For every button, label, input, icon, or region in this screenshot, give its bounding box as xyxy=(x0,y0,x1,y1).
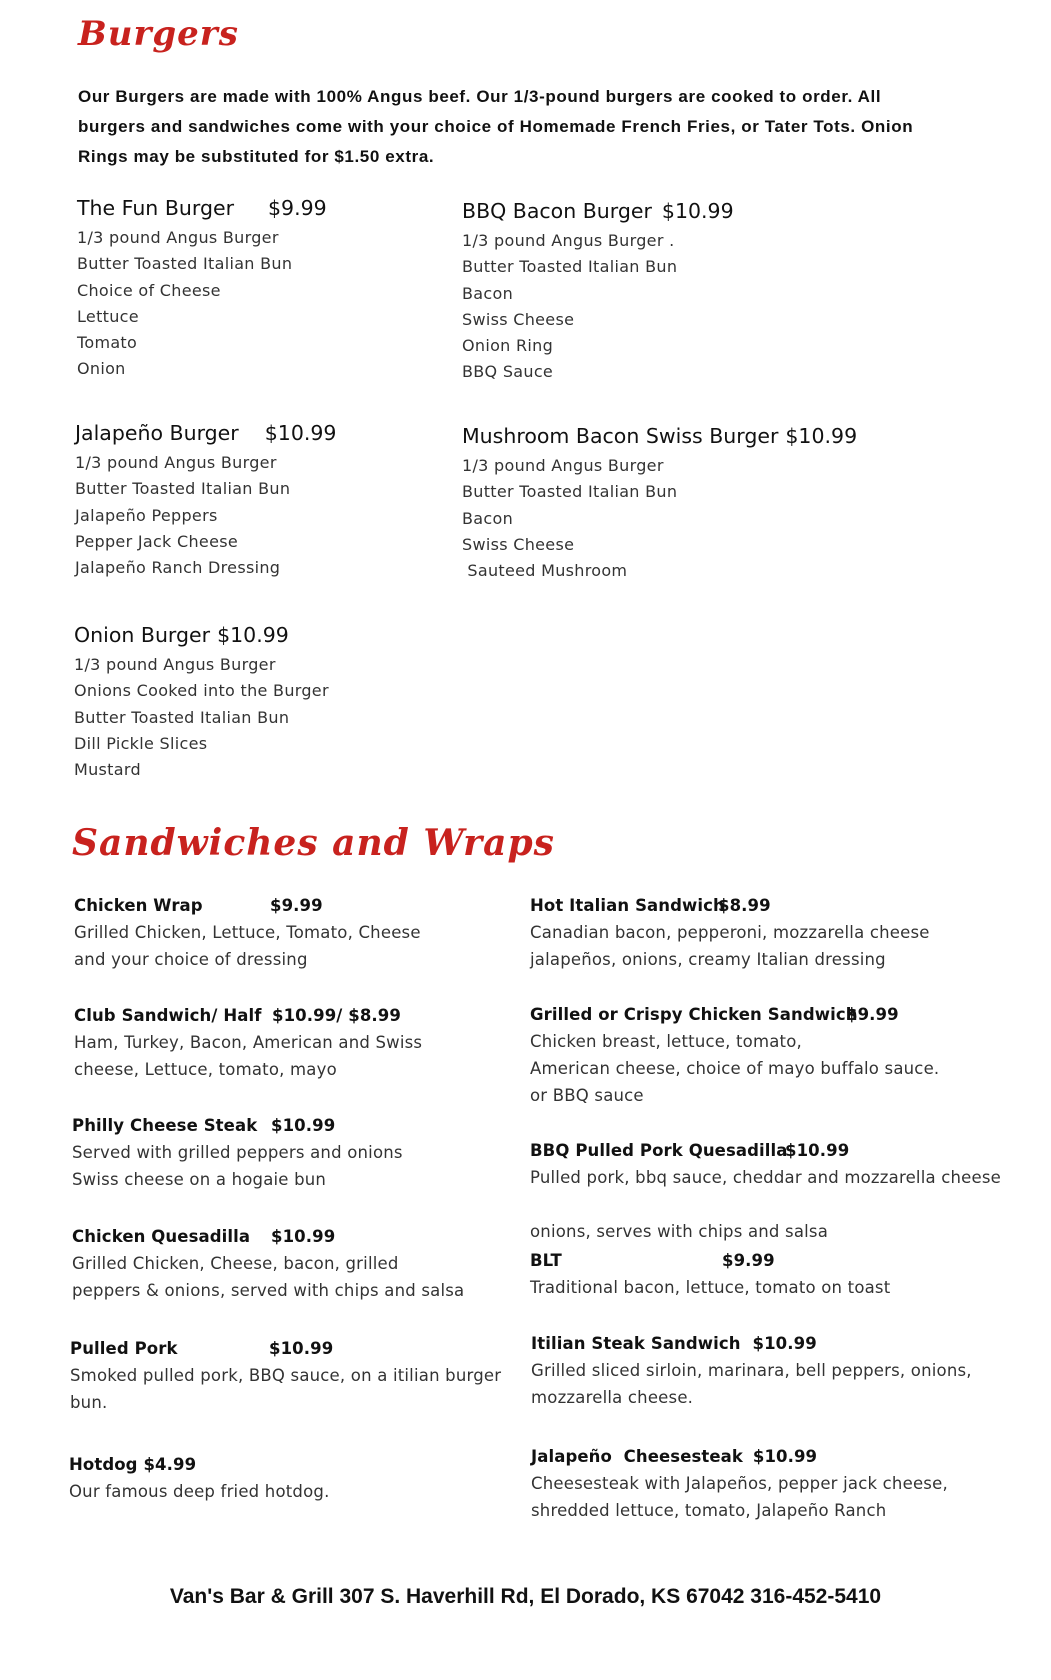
item-price: $10.99/ $8.99 xyxy=(272,1006,401,1025)
sandwiches-heading: Sandwiches and Wraps xyxy=(72,822,555,864)
burgers-heading: Burgers xyxy=(78,14,239,54)
item-name: BBQ Pulled Pork Quesadilla xyxy=(530,1141,788,1160)
item-price: $9.99 xyxy=(270,896,323,915)
item-ingredient: 1/3 pound Angus Burger xyxy=(77,228,279,247)
item-name: Hotdog xyxy=(69,1455,138,1474)
item-ingredient: Onion Ring xyxy=(462,336,554,356)
item-description xyxy=(530,1191,1001,1218)
item-description: peppers & onions, served with chips and salsa xyxy=(72,1281,465,1300)
item-description: Grilled sliced sirloin, marinara, bell peppers, onions, xyxy=(531,1361,972,1380)
item-description: and your choice of dressing xyxy=(74,950,308,969)
item-name: Grilled or Crispy Chicken Sandwich xyxy=(530,1005,858,1024)
item-ingredient: Choice of Cheese xyxy=(77,280,221,300)
item-description: onions, serves with chips and salsa xyxy=(530,1222,829,1241)
item-price: $10.99 xyxy=(661,199,734,223)
item-description: Served with grilled peppers and onions xyxy=(72,1143,403,1162)
menu-item-onion-burger xyxy=(74,620,329,783)
item-name: Chicken Quesadilla xyxy=(72,1227,251,1246)
item-ingredient: Tomato xyxy=(77,333,138,353)
item-ingredient: Lettuce xyxy=(77,306,139,326)
item-price: $9.99 xyxy=(846,1005,899,1024)
menu-item-grilled-crispy-chicken-sandwich xyxy=(530,1002,939,1109)
item-description: Grilled Chicken, Cheese, bacon, grilled xyxy=(72,1254,399,1273)
item-price: $10.99 xyxy=(752,1334,817,1353)
item-description: Pulled pork, bbq sauce, cheddar and mozzarella cheese xyxy=(530,1168,1002,1187)
item-ingredient: Butter Toasted Italian Bun xyxy=(77,254,293,274)
menu-item-hotdog xyxy=(69,1452,330,1505)
item-ingredient: Bacon xyxy=(462,508,514,528)
menu-item-itilian-steak-sandwich xyxy=(531,1331,972,1411)
item-ingredient: 1/3 pound Angus Burger xyxy=(462,456,664,475)
item-description: shredded lettuce, tomato, Jalapeño Ranch xyxy=(531,1501,887,1520)
item-description: Our famous deep fried hotdog. xyxy=(69,1482,330,1501)
item-name: Hot Italian Sandwich xyxy=(530,896,725,915)
item-description: Traditional bacon, lettuce, tomato on toast xyxy=(530,1278,891,1297)
item-price: $10.99 xyxy=(785,424,858,448)
item-description: Swiss cheese on a hogaie bun xyxy=(72,1170,327,1189)
menu-item-hot-italian-sandwich xyxy=(530,893,930,973)
menu-item-chicken-quesadilla xyxy=(72,1224,464,1304)
item-ingredient: Sauteed Mushroom xyxy=(462,561,628,581)
item-price: $10.99 xyxy=(217,623,289,647)
item-ingredient: Swiss Cheese xyxy=(462,534,575,554)
item-ingredient: Onion xyxy=(77,359,126,379)
item-description: Chicken breast, lettuce, tomato, xyxy=(530,1032,802,1051)
item-name: Chicken Wrap xyxy=(74,896,203,915)
item-description: Ham, Turkey, Bacon, American and Swiss xyxy=(74,1033,423,1052)
item-name: The Fun Burger xyxy=(77,196,234,220)
menu-item-bbq-bacon-burger xyxy=(462,196,734,386)
item-description: Canadian bacon, pepperoni, mozzarella cheese xyxy=(530,923,930,942)
menu-item-jalapeno-cheesesteak xyxy=(531,1444,948,1524)
item-name: BLT xyxy=(530,1251,562,1270)
item-name: Itilian Steak Sandwich xyxy=(531,1334,741,1353)
item-description: Smoked pulled pork, BBQ sauce, on a itilian burger xyxy=(70,1366,502,1385)
item-price: $10.99 xyxy=(752,1447,818,1466)
item-ingredient: Swiss Cheese xyxy=(462,309,575,329)
item-description: jalapeños, onions, creamy Italian dressing xyxy=(530,950,886,969)
item-name: Mushroom Bacon Swiss Burger xyxy=(462,424,779,448)
item-price: $10.99 xyxy=(271,1116,336,1135)
item-description: mozzarella cheese. xyxy=(531,1388,694,1407)
item-description: Cheesesteak with Jalapeños, pepper jack cheese, xyxy=(531,1474,948,1493)
item-ingredient: Mustard xyxy=(74,760,141,780)
item-price: $9.99 xyxy=(722,1251,775,1270)
item-price: $9.99 xyxy=(268,196,327,220)
menu-item-mushroom-bacon-swiss-burger xyxy=(462,421,857,584)
menu-item-philly-cheese-steak xyxy=(72,1113,403,1193)
item-price: $10.99 xyxy=(269,1339,334,1358)
item-ingredient: Jalapeño Peppers xyxy=(75,505,218,525)
menu-item-chicken-wrap xyxy=(74,893,421,973)
item-name: Pulled Pork xyxy=(70,1339,178,1358)
menu-item-club-sandwich xyxy=(74,1003,422,1083)
menu-item-jalapeno-burger xyxy=(75,418,336,581)
item-description: cheese, Lettuce, tomato, mayo xyxy=(74,1060,337,1079)
item-ingredient: 1/3 pound Angus Burger . xyxy=(462,231,675,250)
item-ingredient: BBQ Sauce xyxy=(462,362,554,382)
item-ingredient: Pepper Jack Cheese xyxy=(75,531,238,551)
item-price: $4.99 xyxy=(143,1455,197,1474)
item-ingredient: Butter Toasted Italian Bun xyxy=(462,482,678,502)
item-ingredient: Dill Pickle Slices xyxy=(74,733,208,753)
item-ingredient: Butter Toasted Italian Bun xyxy=(74,707,290,727)
item-name: BBQ Bacon Burger xyxy=(462,199,652,223)
item-ingredient: Butter Toasted Italian Bun xyxy=(75,479,291,499)
item-description: Grilled Chicken, Lettuce, Tomato, Cheese xyxy=(74,923,421,942)
item-price: $8.99 xyxy=(718,896,771,915)
item-name: Club Sandwich/ Half xyxy=(74,1006,262,1025)
item-name: Jalapeño Cheesesteak xyxy=(531,1447,743,1466)
item-name: Onion Burger xyxy=(74,623,211,647)
menu-item-pulled-pork xyxy=(70,1336,501,1416)
item-description: or BBQ sauce xyxy=(530,1086,644,1105)
menu-item-blt xyxy=(530,1248,890,1301)
item-ingredient: Bacon xyxy=(462,283,514,303)
item-ingredient: 1/3 pound Angus Burger xyxy=(74,655,276,674)
menu-item-bbq-pulled-pork-quesadilla xyxy=(530,1138,1001,1245)
item-price: $10.99 xyxy=(264,421,337,445)
item-name: Philly Cheese Steak xyxy=(72,1116,258,1135)
item-ingredient: Jalapeño Ranch Dressing xyxy=(75,558,281,578)
item-ingredient: Onions Cooked into the Burger xyxy=(74,681,329,701)
item-ingredient: 1/3 pound Angus Burger xyxy=(75,453,277,472)
menu-item-fun-burger xyxy=(77,193,327,383)
item-description: bun. xyxy=(70,1393,108,1412)
item-ingredient: Butter Toasted Italian Bun xyxy=(462,257,678,277)
burgers-intro: Our Burgers are made with 100% Angus beef. Our 1/3-pound burgers are cooked to order. All burgers and sandwiches come with your choice of Homemade French Fries, or Tater Tots. Onion Rings may be substituted for $1.50 extra. xyxy=(78,87,914,166)
item-description: American cheese, choice of mayo buffalo sauce. xyxy=(530,1059,940,1078)
item-name: Jalapeño Burger xyxy=(75,421,239,445)
item-price: $10.99 xyxy=(785,1141,850,1160)
footer-address: Van's Bar & Grill 307 S. Haverhill Rd, El Dorado, KS 67042 316-452-5410 xyxy=(169,1585,882,1608)
item-price: $10.99 xyxy=(271,1227,336,1246)
